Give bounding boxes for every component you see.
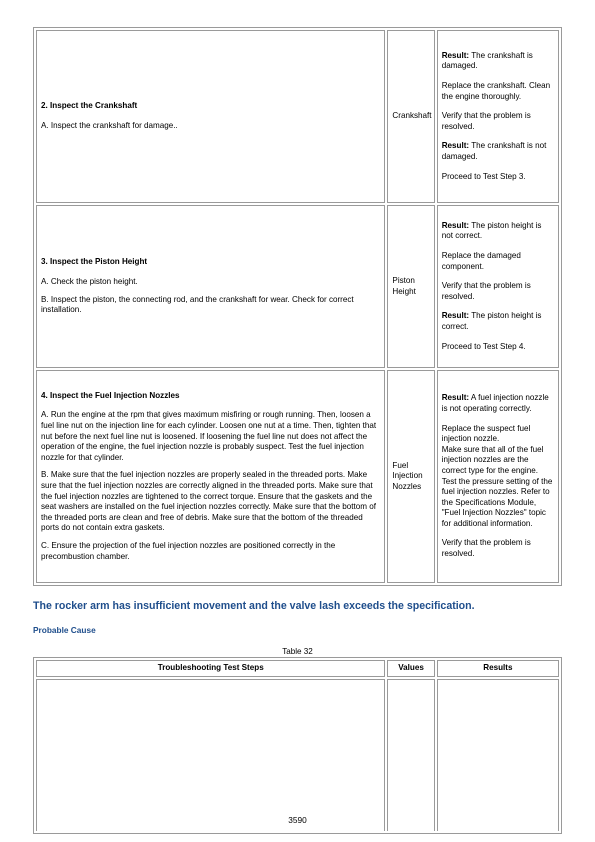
test-step-paragraph: A. Run the engine at the rpm that gives maximum misfiring or rough running. Then, loosen a fuel line nut on the injection line for each cylinder. Loosen one nut at a time. Then, tighten that nut before the next fuel line nut is loosened. If loosening the fuel line nut does not affect the operation of the engine, the fuel injection nozzle is probably suspect. Test the fuel injection nozzle for that cylinder.: [41, 410, 377, 462]
result-paragraph: [442, 172, 554, 183]
result-text: Verify that the problem is resolved.: [441, 111, 531, 131]
test-step-paragraph: A. Inspect the crankshaft for damage..: [41, 121, 178, 130]
result-text: Verify that the problem is resolved.: [441, 538, 531, 559]
test-step-paragraph: B. Inspect the piston, the connecting rod, and the crankshaft for wear. Check for correct installation.: [41, 294, 354, 315]
table-caption: Table 32: [282, 647, 313, 656]
empty-cell: [437, 679, 559, 831]
results-cell: [437, 370, 559, 583]
result-label: Result:: [441, 141, 470, 151]
result-label: Result:: [441, 311, 470, 321]
result-paragraph: [442, 221, 554, 242]
result-label: Result:: [441, 220, 470, 230]
value-cell: [387, 30, 434, 203]
result-text: Verify that the problem is resolved.: [441, 281, 531, 301]
result-text: Replace the suspect fuel injection nozzle. Make sure that all of the fuel injection nozzles are the correct type for the engine. Test the pressure setting of the fuel injection nozzles. Refer to the Specifications Module, "Fuel Injection Nozzles" topic for additional information.: [441, 423, 553, 528]
test-step-paragraph: C. Ensure the projection of the fuel injection nozzles are positioned correctly in the precombustion chamber.: [41, 540, 336, 561]
value-cell: [387, 370, 434, 583]
test-step-paragraph: B. Make sure that the fuel injection nozzles are properly sealed in the threaded ports. Make sure that the fuel injection nozzles are correctly aligned in the threaded ports. Make sure that the fuel injection nozzles are tightened to the correct torque. Ensure that the gaskets and the seat washers are installed on the fuel injection nozzles correctly. Make sure that the bottom of the threaded ports are clean and free of debris. Make sure that the bottom of the threaded ports do not contain extra gaskets.: [41, 470, 377, 533]
result-paragraph: [442, 281, 554, 302]
header-values: Values: [387, 660, 434, 677]
result-text: Proceed to Test Step 4.: [441, 341, 526, 351]
result-paragraph: [442, 141, 554, 162]
result-paragraph: [442, 111, 554, 132]
table-row: [36, 205, 559, 368]
test-step-title: 4. Inspect the Fuel Injection Nozzles: [41, 390, 180, 400]
table-header-row: [36, 660, 559, 677]
test-step-paragraph: A. Check the piston height.: [41, 276, 138, 286]
result-paragraph: [442, 393, 554, 414]
result-text: Proceed to Test Step 3.: [441, 171, 526, 181]
table-row: [36, 370, 559, 583]
test-step-cell: [36, 30, 385, 203]
test-step-cell: [36, 370, 385, 583]
empty-cell: [387, 679, 434, 831]
test-step-title: 3. Inspect the Piston Height: [41, 257, 148, 267]
result-paragraph: [442, 342, 554, 353]
section-heading: The rocker arm has insufficient movement and the valve lash exceeds the specification.: [33, 600, 475, 612]
result-paragraph: [442, 538, 554, 559]
value-cell: [387, 205, 434, 368]
value-text: Crankshaft: [392, 111, 432, 121]
result-paragraph: [442, 311, 554, 332]
results-cell: [437, 30, 559, 203]
troubleshooting-table-top: [33, 27, 562, 586]
result-text: A fuel injection nozzle is not operating correctly.: [441, 393, 549, 413]
result-paragraph: [442, 424, 554, 530]
test-step-title: 2. Inspect the Crankshaft: [41, 101, 138, 111]
result-text: Replace the damaged component.: [441, 251, 521, 271]
page-number: 3590: [288, 815, 307, 825]
header-results: Results: [437, 660, 559, 677]
header-test-steps: Troubleshooting Test Steps: [36, 660, 385, 677]
test-step-cell: [36, 205, 385, 368]
result-paragraph: [442, 81, 554, 102]
table-row: [36, 30, 559, 203]
troubleshooting-table-32: [33, 657, 562, 834]
result-text: Replace the crankshaft. Clean the engine thoroughly.: [441, 81, 551, 101]
value-text: Fuel Injection Nozzles: [392, 460, 423, 491]
result-label: Result:: [441, 393, 470, 403]
result-paragraph: [442, 51, 554, 72]
table-row-empty: [36, 679, 559, 831]
empty-cell: [36, 679, 385, 831]
result-text: The crankshaft is damaged.: [441, 50, 533, 71]
result-text: The crankshaft is not damaged.: [441, 141, 547, 161]
result-text: The piston height is correct.: [441, 311, 542, 331]
result-paragraph: [442, 251, 554, 272]
value-text: Piston Height: [392, 275, 416, 296]
result-text: The piston height is not correct.: [441, 220, 542, 241]
result-label: Result:: [441, 50, 470, 60]
probable-cause-heading: Probable Cause: [33, 625, 96, 635]
results-cell: [437, 205, 559, 368]
